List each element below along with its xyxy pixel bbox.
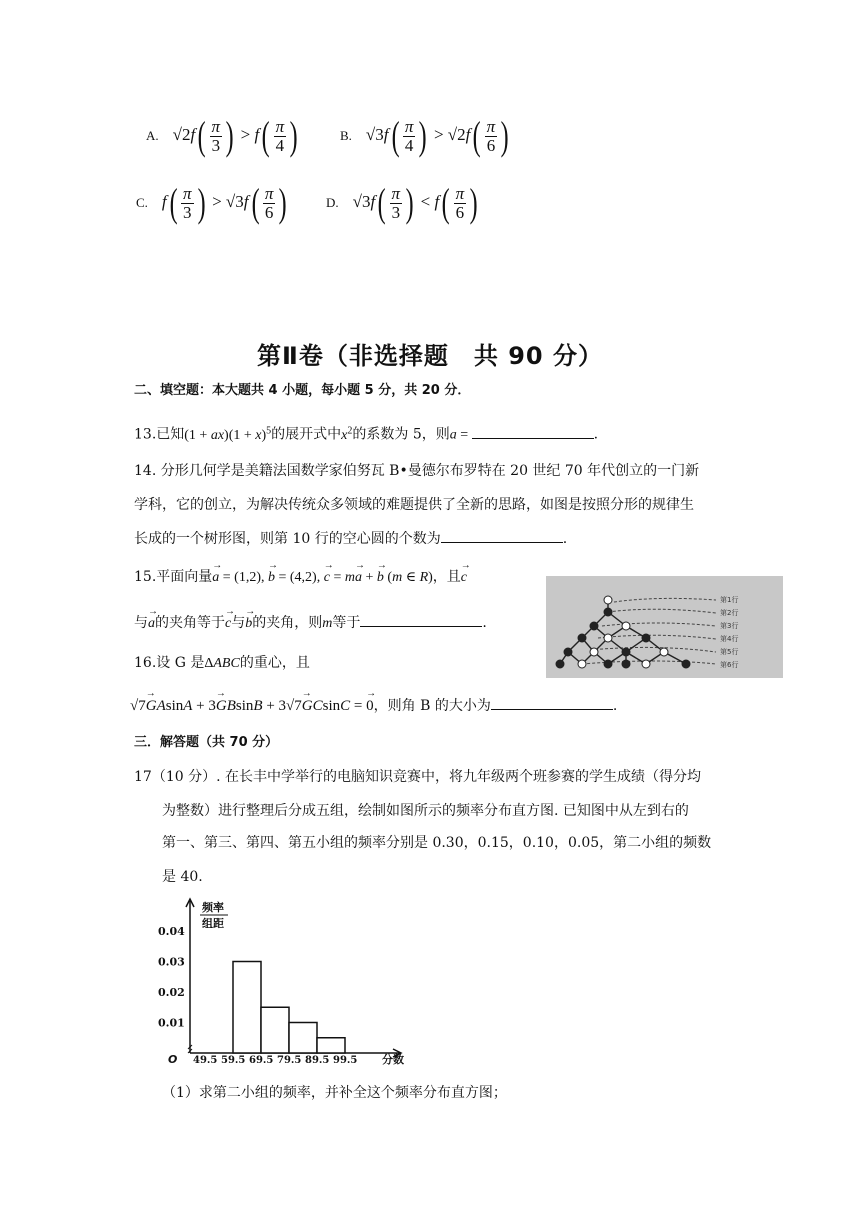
fill-in-heading: 二、填空题：本大题共 4 小题，每小题 5 分，共 20 分． (134, 383, 471, 398)
x-tick-label: 69.5 (249, 1055, 274, 1066)
q15-end: . (482, 615, 487, 631)
ylabel-top: 频率 (202, 901, 224, 914)
option-d-label: D. (326, 195, 339, 210)
q15-answer-blank[interactable] (360, 612, 482, 627)
y-tick-label: 0.03 (158, 955, 185, 969)
q13-prefix: 13.已知 (134, 426, 185, 443)
q13-answer-blank[interactable] (472, 424, 594, 439)
q15-line1 (134, 566, 467, 589)
q14-line2: 学科，它的创立，为解决传统众多领域的难题提供了全新的思路，如图是按照分形的规律生 (134, 497, 694, 513)
q16-line1 (134, 652, 310, 675)
q17-line3: 第一、第三、第四、第五小组的频率分别是 0.30，0.15，0.10，0.05，第二小组的频数 (162, 835, 712, 851)
q13-expr: $(1 + ax)(1 + x)^5$ (184, 425, 272, 443)
q14-end: . (562, 531, 568, 547)
q14-line1: 14. 分形几何学是美籍法国数学家伯努瓦 B•曼德尔布罗特在 20 世纪 70 年代创立的一门新 (134, 463, 700, 479)
q15-line2-c: 与 (231, 615, 246, 631)
q13-var: a = (449, 427, 472, 443)
fig15-row-5: 第5行 (720, 648, 739, 656)
q15-m: m (322, 616, 333, 631)
histogram-bar (233, 962, 261, 1054)
q16-prefix: 16.设 G 是 (134, 655, 205, 671)
fig15-row-2: 第2行 (720, 609, 739, 617)
x-tick-label: 89.5 (305, 1055, 330, 1066)
section-title: 第Ⅱ卷（非选择题 共 90 分） (257, 342, 603, 370)
fig15-row-1: 第1行 (720, 596, 739, 604)
q13-mid2: 的系数为 5，则 (352, 426, 450, 443)
histogram-bar (317, 1038, 345, 1053)
option-b-formula: √3f( $\frac{\pi}{4}$ ) > √2f( $\frac{\pi}{6}$ ) (365, 113, 509, 158)
q15-line2-a: 与 (134, 615, 148, 631)
x-tick-label: 99.5 (333, 1055, 358, 1066)
q13-end: . (593, 426, 599, 443)
fractal-tree-svg (546, 576, 783, 678)
fig15-row-6: 第6行 (720, 661, 739, 669)
q15-mid: ，且 (432, 569, 461, 585)
y-tick-label: 0.02 (158, 986, 185, 999)
q13-mid1: 的展开式中 (271, 426, 342, 443)
q17-line1: 17（10 分）. 在长丰中学举行的电脑知识竞赛中，将九年级两个班参赛的学生成绩（得分均 (134, 769, 701, 785)
x-tick-label: 59.5 (221, 1055, 246, 1066)
q16-triangle: ΔABC (204, 656, 240, 671)
q15-line2-d: 的夹角，则 (252, 615, 323, 631)
fig15-row-3: 第3行 (720, 622, 739, 630)
histogram-chart (150, 895, 430, 1067)
q16-equation: √7→ GAsinA + 3→ GBsinB + 3√7→ GCsinC = → 0 (130, 698, 374, 714)
q15-vectors: → a = (1,2), → b = (4,2), → c = m→ a + → b (m ∈ R) (212, 570, 433, 585)
q15-line2-e: 等于 (332, 615, 361, 631)
fig15-row-4: 第4行 (720, 635, 739, 643)
q14-line3 (134, 528, 567, 550)
ylabel-bottom: 组距 (202, 917, 224, 930)
q16-line2-end: ，则角 B 的大小为 (373, 698, 491, 714)
option-a[interactable] (146, 113, 300, 158)
option-a-formula: √2f( $\frac{\pi}{3}$ ) > f( $\frac{\pi}{4}$ ) (172, 113, 298, 158)
y-tick-label: 0.01 (158, 1016, 185, 1030)
q15-vec-c: → c (225, 613, 231, 635)
x-tick-label: 49.5 (193, 1055, 218, 1066)
fractal-tree-figure (546, 576, 783, 678)
histogram-bar (261, 1007, 289, 1053)
option-c[interactable] (136, 180, 290, 225)
question-13 (134, 420, 598, 447)
option-d[interactable] (326, 180, 480, 225)
option-b-label: B. (340, 128, 352, 143)
x-tick-label: 79.5 (277, 1055, 302, 1066)
option-b[interactable] (340, 113, 512, 158)
q15-c: → c (461, 567, 467, 589)
xlabel: 分数 (382, 1053, 404, 1066)
q14-line3-text: 长成的一个树形图，则第 10 行的空心圆的个数为 (134, 531, 441, 547)
q16-line2 (130, 694, 617, 717)
q15-line2 (134, 612, 487, 635)
q15-vec-a: → a (148, 613, 155, 635)
q16-mid: 的重心，且 (239, 655, 310, 671)
origin-label: O (168, 1053, 178, 1066)
q17-sub1: （1）求第二小组的频率，并补全这个频率分布直方图； (162, 1085, 507, 1101)
q15-prefix: 15.平面向量 (134, 569, 213, 585)
q15-vec-b: → b (245, 613, 252, 635)
option-a-label: A. (146, 128, 159, 143)
y-tick-label: 0.04 (158, 925, 185, 938)
q13-term: $x^2$ (341, 425, 353, 443)
option-c-label: C. (136, 195, 148, 210)
option-c-formula: f( $\frac{\pi}{3}$ ) > √3f( $\frac{\pi}{6}$ ) (161, 180, 288, 225)
q17-line4: 是 40. (162, 869, 203, 885)
histogram-bar (289, 1023, 317, 1054)
q17-line2: 为整数）进行整理后分成五组，绘制如图所示的频率分布直方图. 已知图中从左到右的 (162, 803, 689, 819)
q14-answer-blank[interactable] (441, 528, 563, 543)
q16-answer-blank[interactable] (491, 695, 613, 710)
q15-line2-b: 的夹角等于 (155, 615, 225, 631)
option-d-formula: √3f( $\frac{\pi}{3}$ ) < f( $\frac{\pi}{6}$ ) (352, 180, 478, 225)
answer-heading: 三．解答题（共 70 分） (134, 735, 279, 750)
q16-end: . (612, 698, 618, 714)
